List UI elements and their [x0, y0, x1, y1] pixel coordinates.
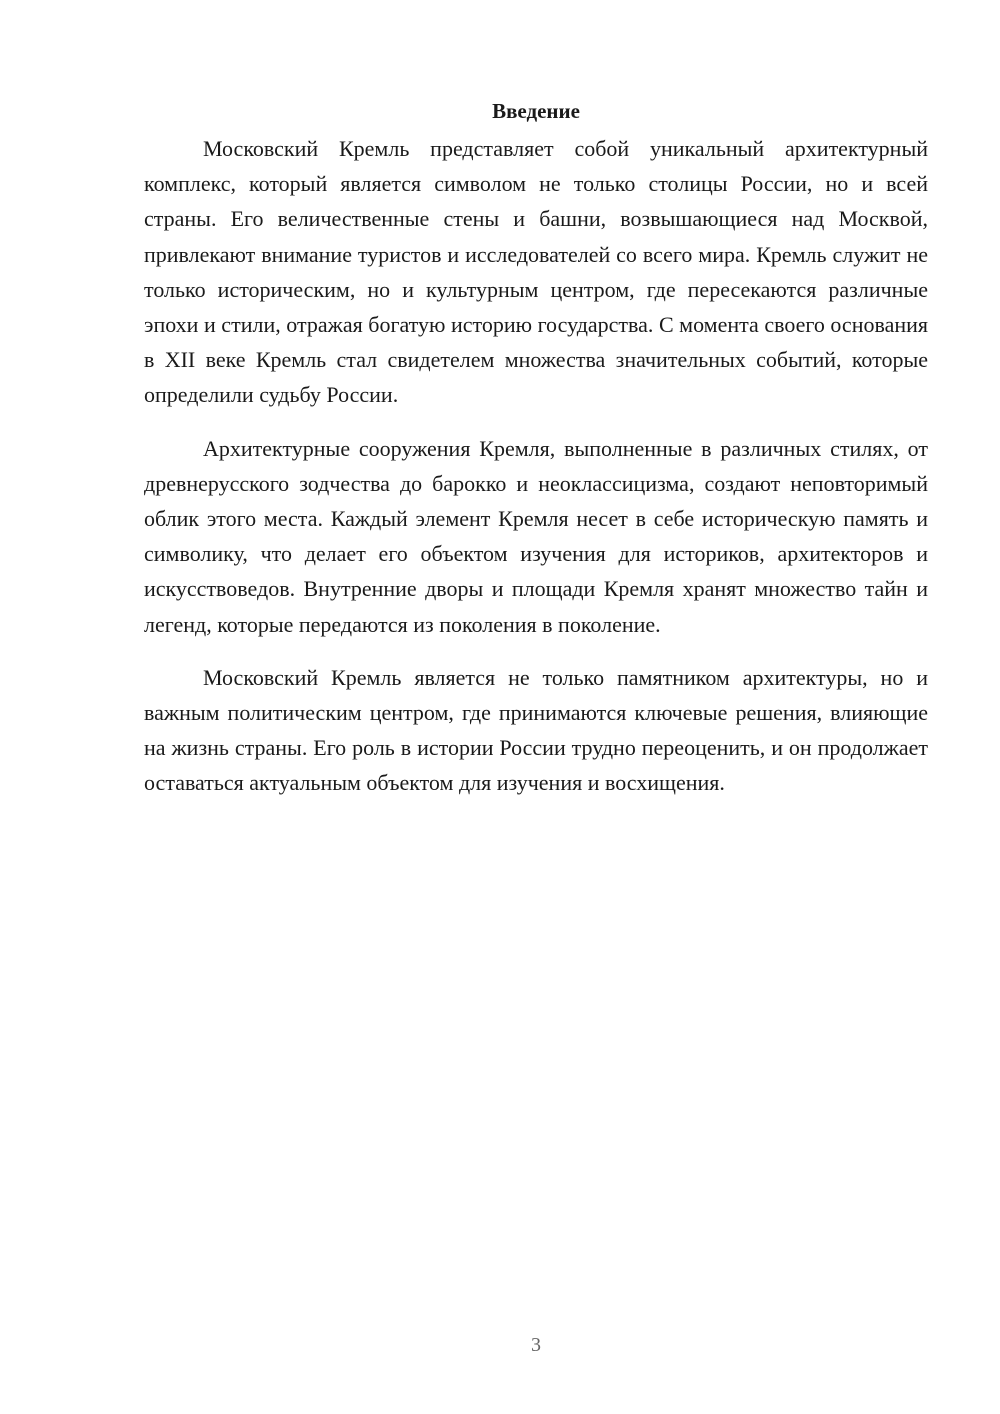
page-number: 3 [531, 1334, 541, 1356]
paragraph-1: Московский Кремль представляет собой уникальный архитектурный комплекс, который является символом не только столицы России, но и всей страны. Его величественные стены и башни, возвышающиеся над Москвой, привлекают внимание туристов и исследователей со всего мира. Кремль служит не только историческим, но и культурным центром, где пересекаются различные эпохи и стили, отражая богатую историю государства. С момента своего основания в XII веке Кремль стал свидетелем множества значительных событий, которые определили судьбу России. [144, 136, 928, 408]
paragraph-3: Московский Кремль является не только памятником архитектуры, но и важным политическим центром, где принимаются ключевые решения, влияющие на жизнь страны. Его роль в истории России трудно переоценить, и он продолжает оставаться актуальным объектом для изучения и восхищения. [144, 664, 928, 796]
page-content [144, 96, 928, 819]
section-title: Введение [492, 99, 580, 123]
paragraph-2: Архитектурные сооружения Кремля, выполненные в различных стилях, от древнерусского зодчества до барокко и неоклассицизма, создают неповторимый облик этого места. Каждый элемент Кремля несет в себе историческую память и символику, что делает его объектом изучения для историков, архитекторов и искусствоведов. Внутренние дворы и площади Кремля хранят множество тайн и легенд, которые передаются из поколения в поколение. [144, 435, 928, 637]
